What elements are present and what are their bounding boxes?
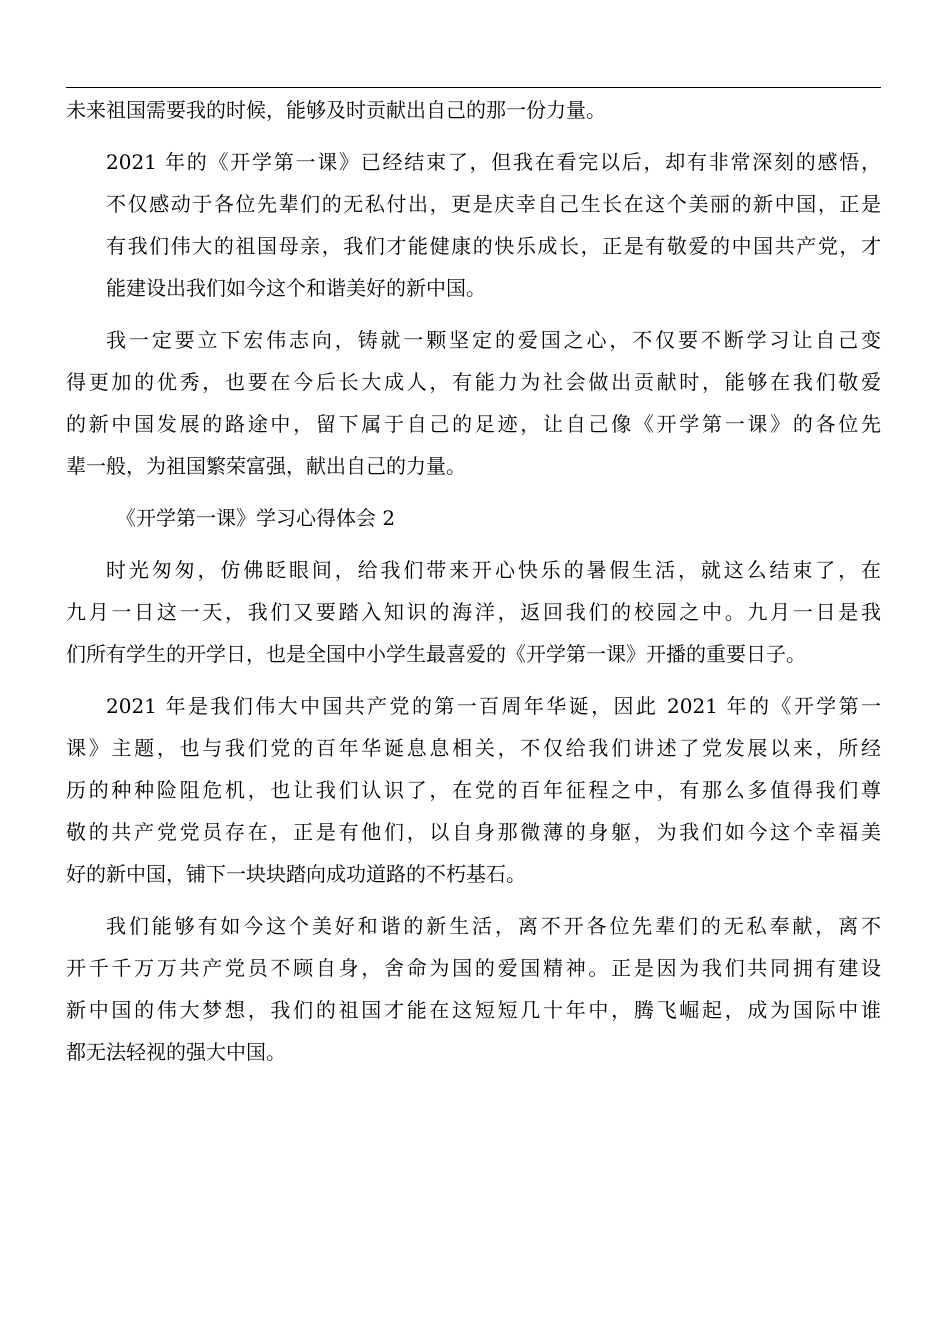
text-line: 得更加的优秀，也要在今后长大成人，有能力为社会做出贡献时，能够在我们敬爱 xyxy=(66,370,881,394)
text-line: 有我们伟大的祖国母亲，我们才能健康的快乐成长，正是有敬爱的中国共产党，才 xyxy=(106,234,881,258)
paragraph xyxy=(66,319,881,487)
text-line: 未来祖国需要我的时候，能够及时贡献出自己的那一份力量。 xyxy=(66,98,606,122)
text-line: 2021 年的《开学第一课》已经结束了，但我在看完以后，却有非常深刻的感悟， xyxy=(106,150,881,174)
text-line: 的新中国发展的路途中，留下属于自己的足迹，让自己像《开学第一课》的各位先 xyxy=(66,412,881,436)
text-line: 不仅感动于各位先辈们的无私付出，更是庆幸自己生长在这个美丽的新中国，正是 xyxy=(106,192,881,216)
text-line: 2021 年是我们伟大中国共产党的第一百周年华诞，因此 2021 年的《开学第一 xyxy=(106,694,881,718)
paragraph xyxy=(66,549,881,675)
header-rule xyxy=(66,87,881,88)
text-line: 课》主题，也与我们党的百年华诞息息相关，不仅给我们讲述了党发展以来，所经 xyxy=(66,736,881,760)
text-line: 新中国的伟大梦想，我们的祖国才能在这短短几十年中，腾飞崛起，成为国际中谁 xyxy=(66,998,881,1022)
text-line: 敬的共产党党员存在，正是有他们，以自身那微薄的身躯，为我们如今这个幸福美 xyxy=(66,820,881,844)
paragraph-continuation xyxy=(66,89,881,131)
text-line: 开千千万万共产党员不顾自身，舍命为国的爱国精神。正是因为我们共同拥有建设 xyxy=(66,956,881,980)
text-line: 都无法轻视的强大中国。 xyxy=(66,1040,286,1064)
text-line: 历的种种险阻危机，也让我们认识了，在党的百年征程之中，有那么多值得我们尊 xyxy=(66,778,881,802)
heading-text: 《开学第一课》学习心得体会 2 xyxy=(116,506,396,530)
paragraph xyxy=(66,905,881,1073)
text-line: 好的新中国，铺下一块块踏向成功道路的不朽基石。 xyxy=(66,862,526,886)
paragraph xyxy=(66,685,881,895)
text-line: 九月一日这一天，我们又要踏入知识的海洋，返回我们的校园之中。九月一日是我 xyxy=(66,600,881,624)
text-line: 们所有学生的开学日，也是全国中小学生最喜爱的《开学第一课》开播的重要日子。 xyxy=(66,642,806,666)
text-line: 辈一般，为祖国繁荣富强，献出自己的力量。 xyxy=(66,454,466,478)
text-line: 时光匆匆，仿佛眨眼间，给我们带来开心快乐的暑假生活，就这么结束了，在 xyxy=(106,558,881,582)
text-line: 我们能够有如今这个美好和谐的新生活，离不开各位先辈们的无私奉献，离不 xyxy=(106,914,881,938)
text-line: 我一定要立下宏伟志向，铸就一颗坚定的爱国之心，不仅要不断学习让自己变 xyxy=(106,328,881,352)
paragraph xyxy=(66,141,881,309)
document-body xyxy=(66,89,881,1083)
text-line: 能建设出我们如今这个和谐美好的新中国。 xyxy=(106,276,486,300)
section-heading xyxy=(66,497,881,539)
